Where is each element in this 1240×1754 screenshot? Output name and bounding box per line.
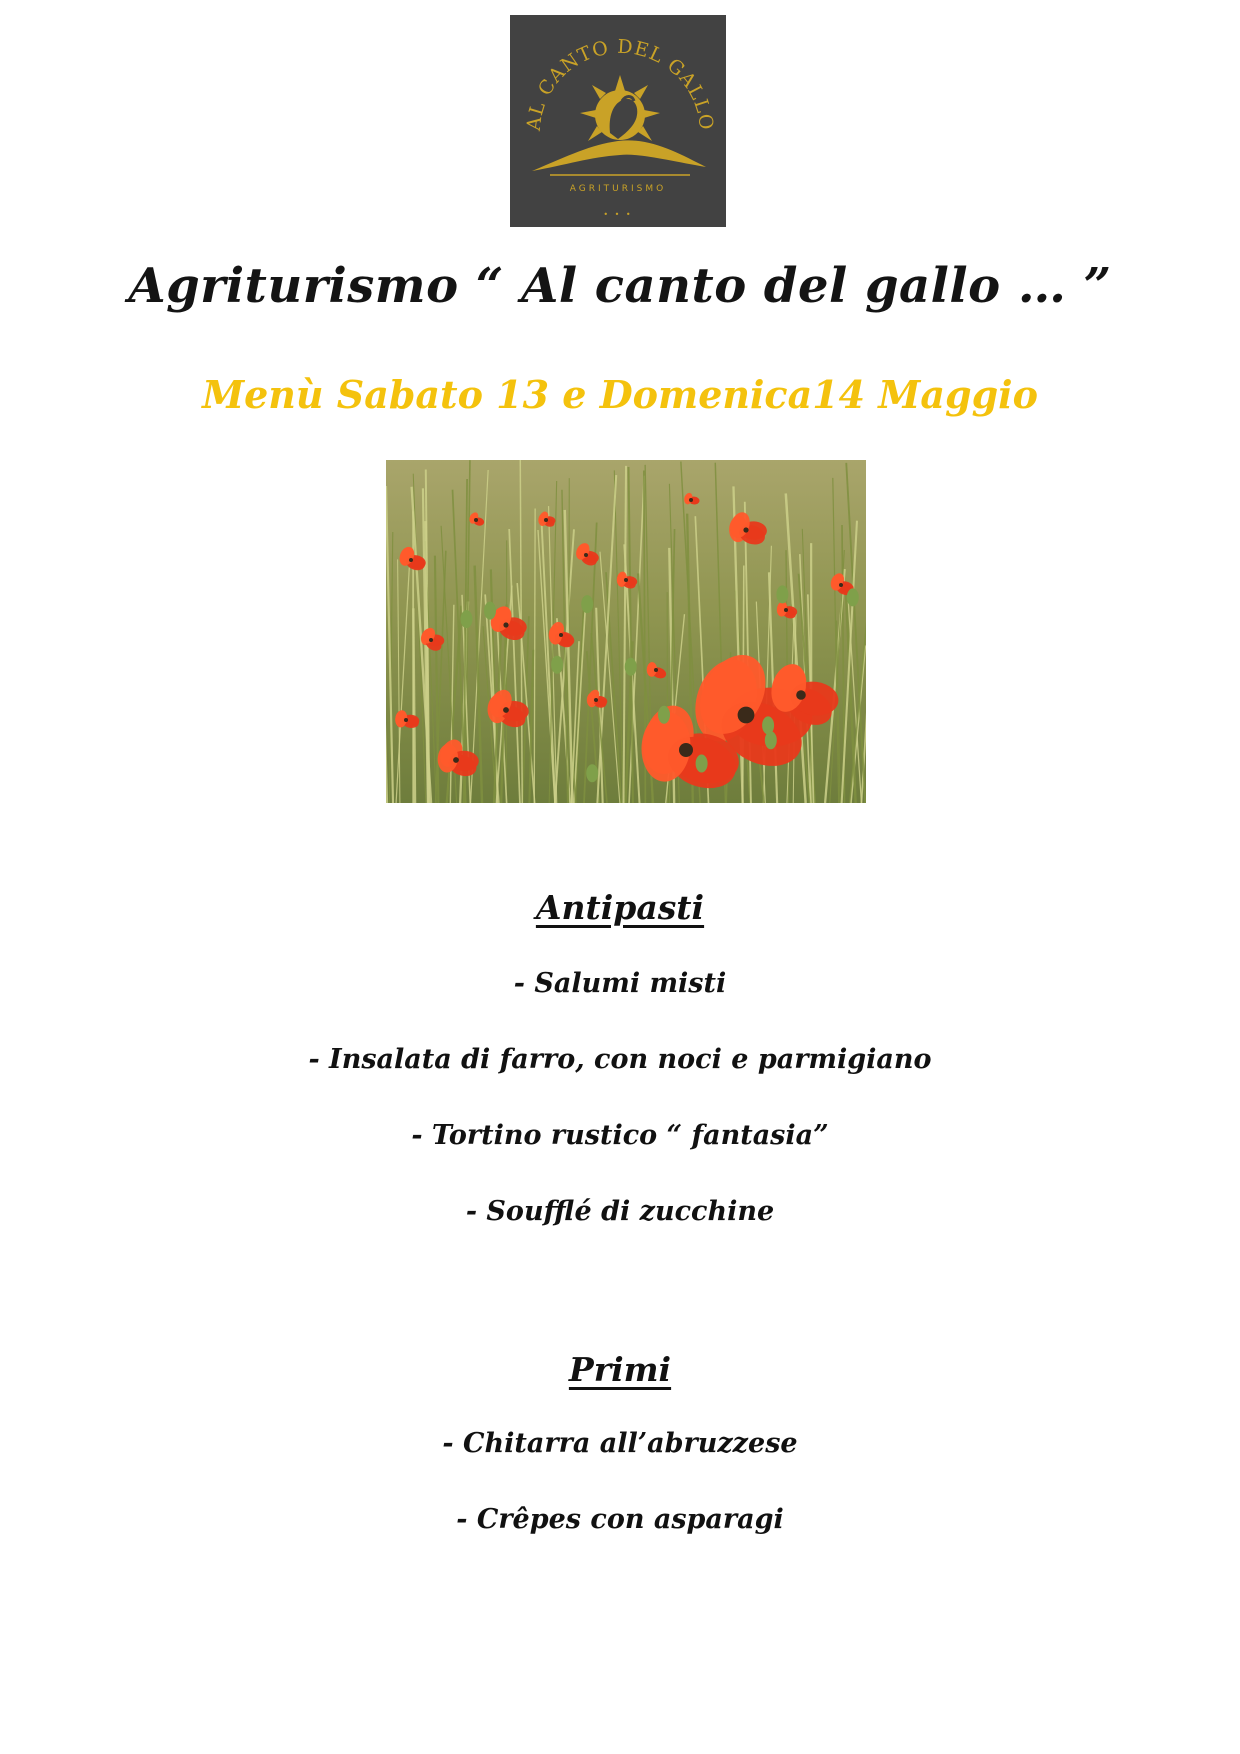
section-title-antipasti: Antipasti	[535, 888, 705, 927]
menu-date-subtitle: Menù Sabato 13 e Domenica14 Maggio	[202, 372, 1038, 417]
restaurant-logo	[510, 15, 726, 227]
poppy-field-photo	[386, 460, 866, 803]
logo-arc-text: AL CANTO DEL GALLO	[522, 35, 718, 132]
menu-item: - Tortino rustico “ fantasia”	[411, 1120, 829, 1151]
menu-item: - Soufflé di zucchine	[465, 1196, 775, 1227]
logo-dots: • • •	[603, 210, 633, 219]
menu-item: - Crêpes con asparagi	[456, 1504, 784, 1535]
menu-item: - Insalata di farro, con noci e parmigiano	[308, 1044, 932, 1075]
menu-item: - Chitarra all’abruzzese	[442, 1428, 798, 1459]
page-title: Agriturismo “ Al canto del gallo … ”	[128, 258, 1112, 314]
menu-item: - Salumi misti	[513, 968, 727, 999]
logo-sub-text: AGRITURISMO	[569, 184, 667, 194]
section-title-primi: Primi	[568, 1350, 672, 1389]
